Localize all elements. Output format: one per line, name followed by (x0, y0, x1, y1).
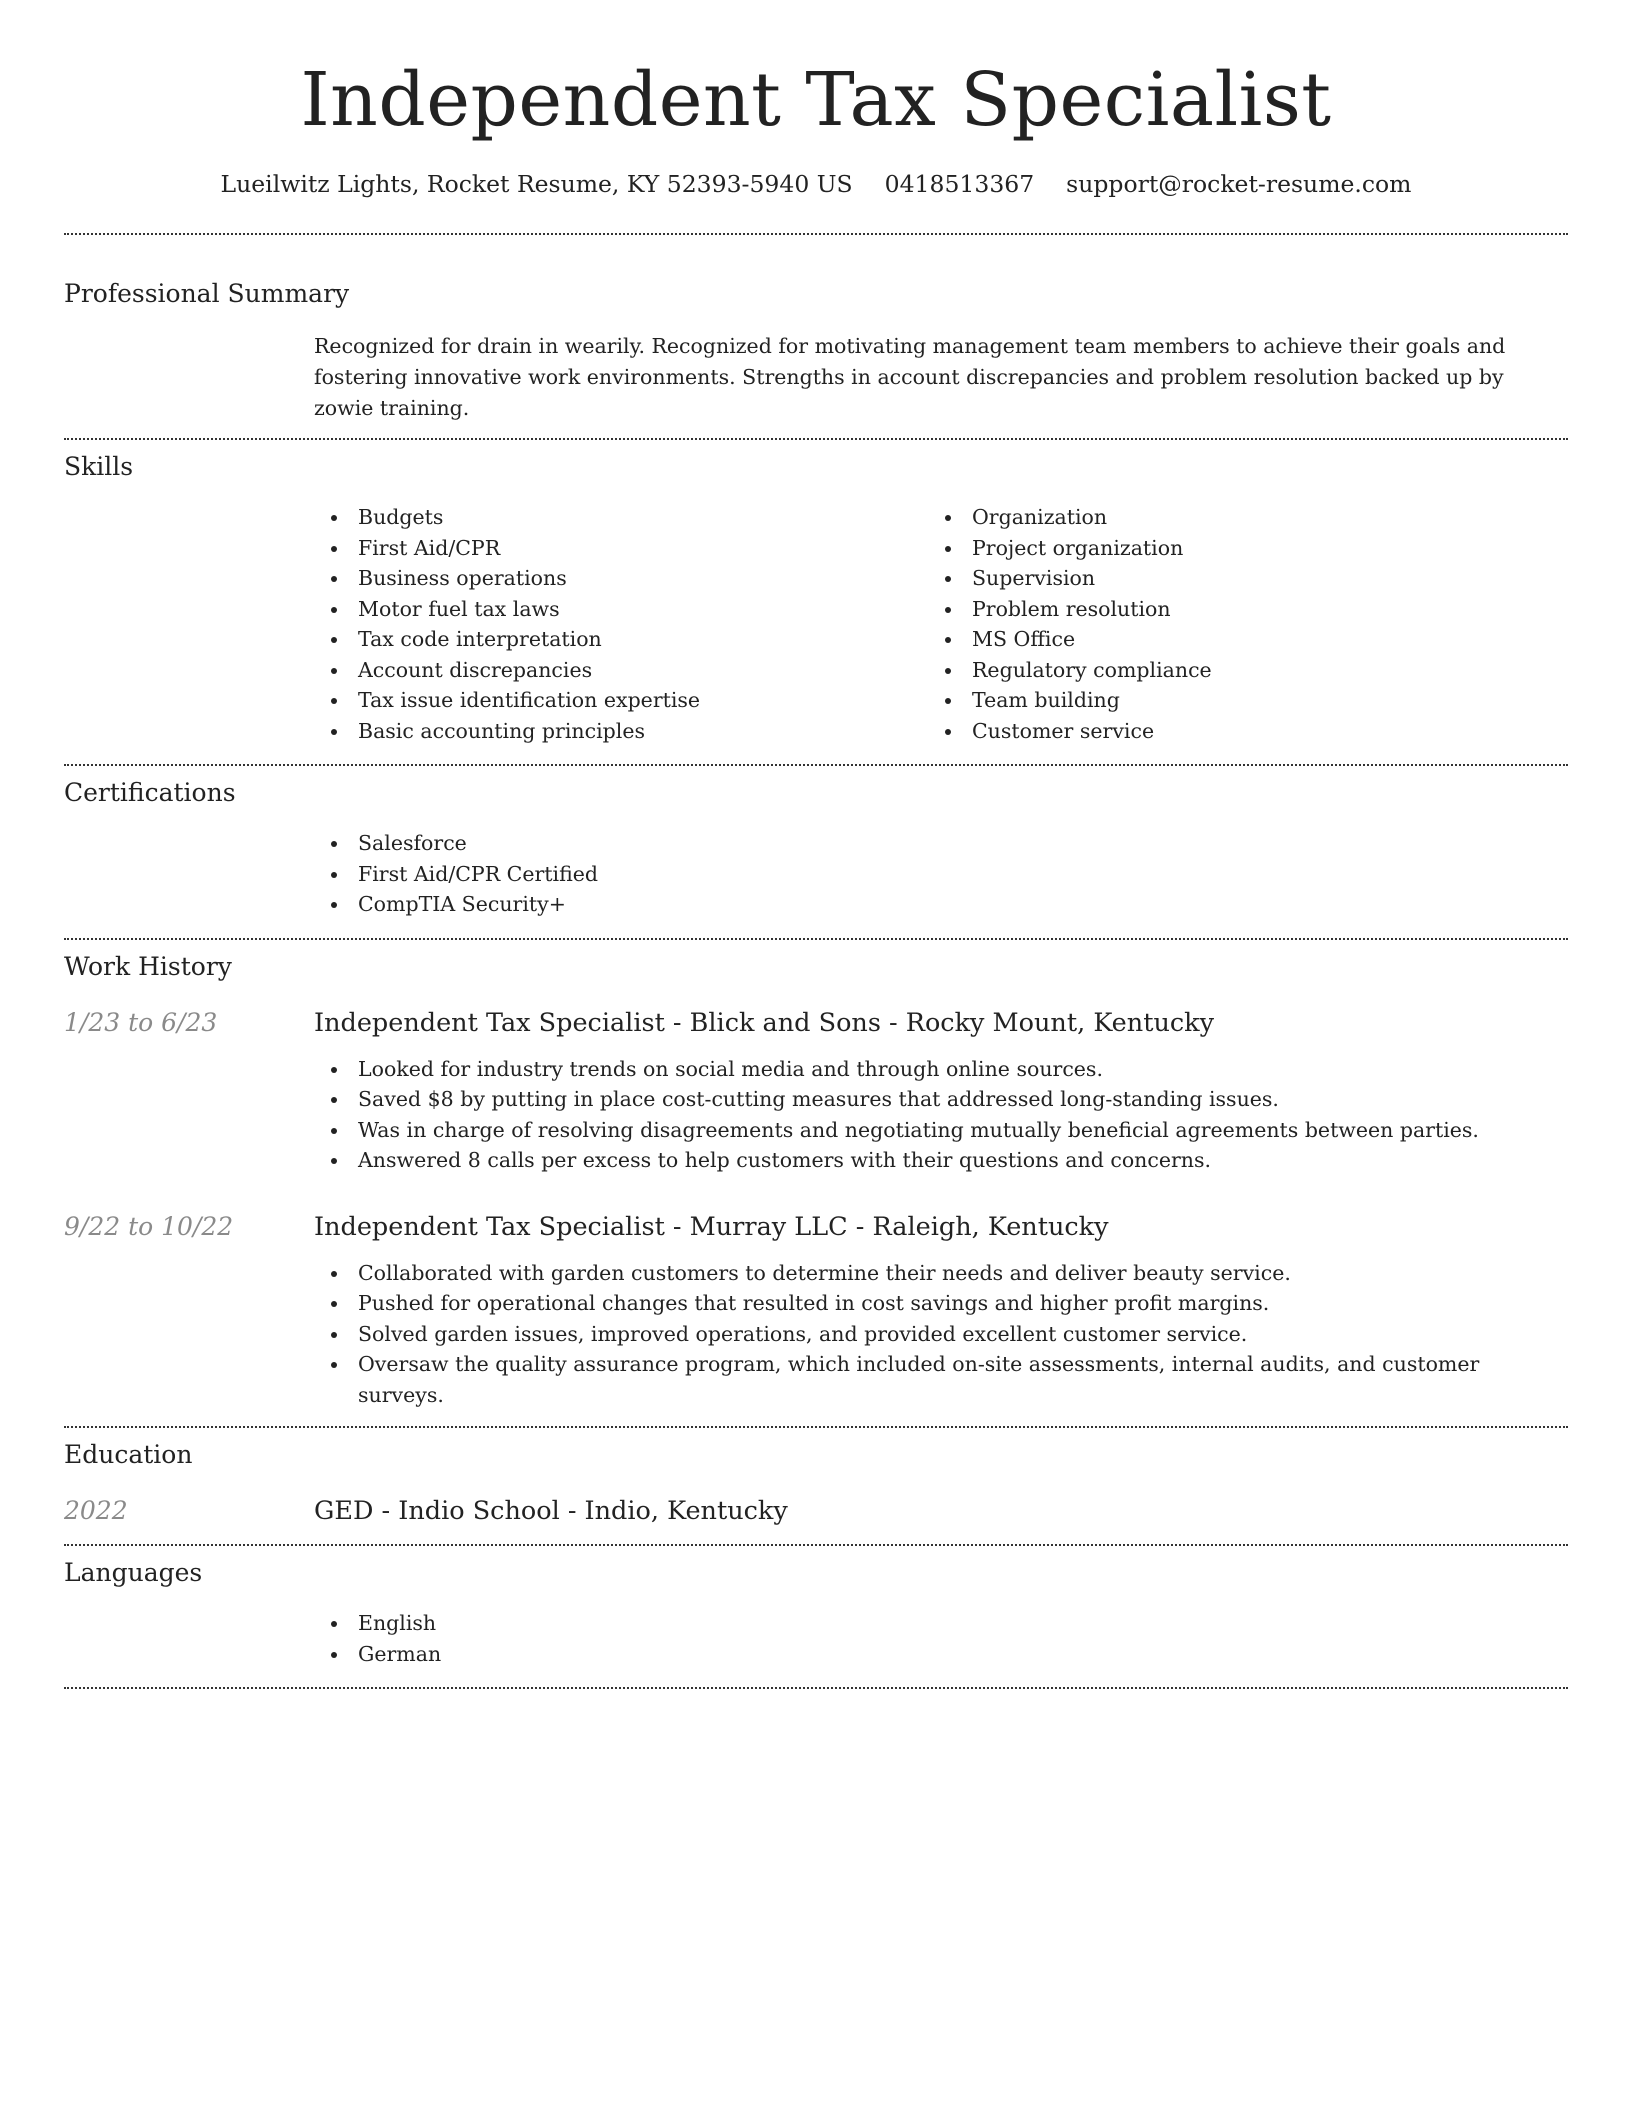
section-divider (64, 1544, 1568, 1546)
job-bullet: Was in charge of resolving disagreements and negotiating mutually beneficial agreements between parties. (314, 1115, 1568, 1146)
contact-phone: 0418513367 (884, 170, 1035, 198)
job-header (64, 1006, 1568, 1040)
skills-grid (314, 502, 1568, 746)
certifications-heading: Certifications (64, 778, 236, 807)
section-divider (64, 1426, 1568, 1428)
skill-item: Team building (928, 685, 1542, 716)
certifications-section (64, 776, 1568, 920)
contact-info (64, 168, 1568, 200)
education-section (64, 1438, 1568, 1528)
contact-email: support@rocket-resume.com (1066, 170, 1412, 198)
language-item: German (314, 1639, 1568, 1670)
languages-list (314, 1608, 1568, 1669)
languages-section (64, 1556, 1568, 1669)
candidate-name: Independent Tax Specialist (300, 57, 1332, 143)
job-dates: 9/22 to 10/22 (64, 1211, 234, 1241)
skill-item: Account discrepancies (314, 655, 928, 686)
skill-item: Customer service (928, 716, 1542, 747)
summary-heading: Professional Summary (64, 279, 350, 308)
job-entry (64, 1210, 1568, 1411)
certification-item: Salesforce (314, 828, 1568, 859)
section-divider (64, 233, 1568, 235)
section-divider (64, 764, 1568, 766)
work-history-section (64, 950, 1568, 1411)
job-bullet: Solved garden issues, improved operations, and provided excellent customer service. (314, 1319, 1568, 1350)
contact-address: Lueilwitz Lights, Rocket Resume, KY 52393-5940 US (220, 170, 853, 198)
language-item: English (314, 1608, 1568, 1639)
summary-text: Recognized for drain in wearily. Recognized for motivating management team members to achieve their goals and fostering innovative work environments. Strengths in account discrepancies and problem resolution backed up by zowie training. (314, 334, 1506, 420)
skill-item: Basic accounting principles (314, 716, 928, 747)
job-entry (64, 1006, 1568, 1176)
skill-item: Project organization (928, 533, 1542, 564)
skills-list-left (314, 502, 928, 746)
education-degree: GED - Indio School - Indio, Kentucky (314, 1496, 788, 1526)
certifications-list (314, 828, 1568, 920)
job-header (64, 1210, 1568, 1244)
certification-item: First Aid/CPR Certified (314, 859, 1568, 890)
skills-heading: Skills (64, 452, 134, 481)
skill-item: Tax code interpretation (314, 624, 928, 655)
skill-item: Supervision (928, 563, 1542, 594)
skill-item: Problem resolution (928, 594, 1542, 625)
job-bullet: Looked for industry trends on social media and through online sources. (314, 1054, 1568, 1085)
skill-item: Budgets (314, 502, 928, 533)
skill-item: Motor fuel tax laws (314, 594, 928, 625)
skill-item: MS Office (928, 624, 1542, 655)
resume-header (64, 0, 1568, 200)
skill-item: Tax issue identification expertise (314, 685, 928, 716)
job-bullet: Collaborated with garden customers to determine their needs and deliver beauty service. (314, 1258, 1568, 1289)
job-bullet: Saved $8 by putting in place cost-cutting measures that addressed long-standing issues. (314, 1084, 1568, 1115)
job-bullet: Pushed for operational changes that resulted in cost savings and higher profit margins. (314, 1288, 1568, 1319)
education-heading: Education (64, 1440, 193, 1469)
job-bullets (314, 1054, 1568, 1176)
job-bullet: Oversaw the quality assurance program, which included on-site assessments, internal audits, and customer surveys. (314, 1349, 1568, 1410)
skills-section (64, 450, 1568, 746)
skill-item: First Aid/CPR (314, 533, 928, 564)
certification-item: CompTIA Security+ (314, 889, 1568, 920)
section-divider (64, 1687, 1568, 1689)
skills-list-right (928, 502, 1542, 746)
job-bullets (314, 1258, 1568, 1411)
skill-item: Business operations (314, 563, 928, 594)
section-divider (64, 438, 1568, 440)
education-year: 2022 (64, 1496, 128, 1525)
job-bullet: Answered 8 calls per excess to help customers with their questions and concerns. (314, 1145, 1568, 1176)
job-dates: 1/23 to 6/23 (64, 1007, 218, 1037)
education-entry (64, 1494, 1568, 1528)
languages-heading: Languages (64, 1558, 203, 1587)
work-history-heading: Work History (64, 951, 232, 981)
skill-item: Organization (928, 502, 1542, 533)
job-title: Independent Tax Specialist - Blick and Sons - Rocky Mount, Kentucky (314, 1007, 1215, 1038)
skill-item: Regulatory compliance (928, 655, 1542, 686)
job-title: Independent Tax Specialist - Murray LLC - Raleigh, Kentucky (314, 1211, 1109, 1242)
summary-section (64, 277, 1568, 424)
section-divider (64, 938, 1568, 940)
